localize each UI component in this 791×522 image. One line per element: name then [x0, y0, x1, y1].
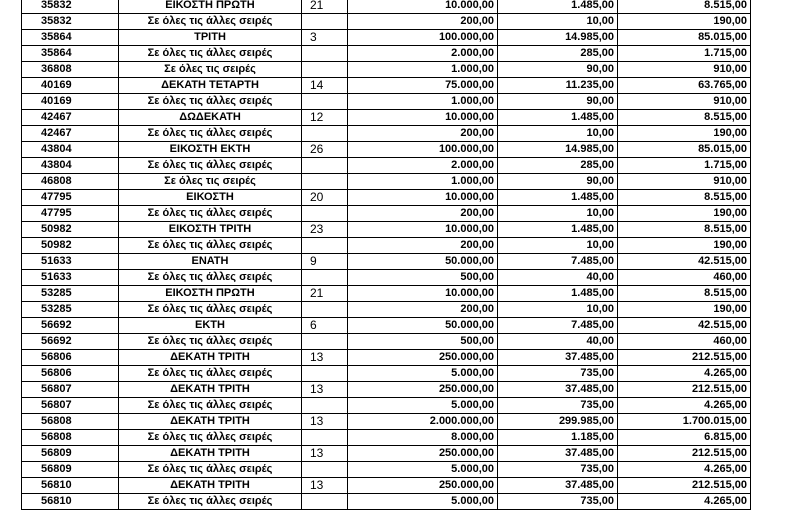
series-number-cell — [302, 494, 348, 510]
draw-description-cell: ΔΕΚΑΤΗ ΤΡΙΤΗ — [119, 414, 302, 430]
net-amount-cell: 8.515,00 — [618, 110, 751, 126]
tax-amount-cell: 14.985,00 — [498, 30, 618, 46]
ticket-code-cell: 56807 — [22, 398, 119, 414]
draw-description-cell: Σε όλες τις άλλες σειρές — [119, 94, 302, 110]
draw-description-cell: Σε όλες τις άλλες σειρές — [119, 462, 302, 478]
gross-amount-cell: 5.000,00 — [348, 398, 498, 414]
tax-amount-cell: 10,00 — [498, 14, 618, 30]
ticket-code-cell: 36808 — [22, 62, 119, 78]
table-row — [22, 350, 751, 366]
net-amount-cell: 42.515,00 — [618, 318, 751, 334]
draw-description-cell: ΔΩΔΕΚΑΤΗ — [119, 110, 302, 126]
ticket-code-cell: 50982 — [22, 222, 119, 238]
draw-description-cell: Σε όλες τις άλλες σειρές — [119, 494, 302, 510]
net-amount-cell: 8.515,00 — [618, 190, 751, 206]
net-amount-cell: 8.515,00 — [618, 0, 751, 14]
series-number-cell — [302, 366, 348, 382]
ticket-code-cell: 56810 — [22, 494, 119, 510]
tax-amount-cell: 40,00 — [498, 270, 618, 286]
tax-amount-cell: 735,00 — [498, 494, 618, 510]
series-number-cell: 9 — [302, 254, 348, 270]
draw-description-cell: ΕΝΑΤΗ — [119, 254, 302, 270]
net-amount-cell: 42.515,00 — [618, 254, 751, 270]
series-number-cell — [302, 398, 348, 414]
ticket-code-cell: 56808 — [22, 414, 119, 430]
draw-description-cell: ΕΙΚΟΣΤΗ — [119, 190, 302, 206]
table-row — [22, 382, 751, 398]
tax-amount-cell: 1.485,00 — [498, 110, 618, 126]
net-amount-cell: 4.265,00 — [618, 462, 751, 478]
tax-amount-cell: 90,00 — [498, 62, 618, 78]
series-number-cell — [302, 206, 348, 222]
tax-amount-cell: 285,00 — [498, 158, 618, 174]
table-row — [22, 62, 751, 78]
gross-amount-cell: 200,00 — [348, 126, 498, 142]
tax-amount-cell: 90,00 — [498, 174, 618, 190]
tax-amount-cell: 735,00 — [498, 366, 618, 382]
tax-amount-cell: 90,00 — [498, 94, 618, 110]
table-row — [22, 206, 751, 222]
ticket-code-cell: 40169 — [22, 78, 119, 94]
gross-amount-cell: 50.000,00 — [348, 254, 498, 270]
gross-amount-cell: 5.000,00 — [348, 462, 498, 478]
gross-amount-cell: 10.000,00 — [348, 286, 498, 302]
gross-amount-cell: 8.000,00 — [348, 430, 498, 446]
net-amount-cell: 190,00 — [618, 302, 751, 318]
tax-amount-cell: 735,00 — [498, 398, 618, 414]
gross-amount-cell: 250.000,00 — [348, 350, 498, 366]
series-number-cell: 13 — [302, 382, 348, 398]
tax-amount-cell: 1.185,00 — [498, 430, 618, 446]
net-amount-cell: 1.715,00 — [618, 158, 751, 174]
tax-amount-cell: 14.985,00 — [498, 142, 618, 158]
series-number-cell — [302, 334, 348, 350]
ticket-code-cell: 35864 — [22, 30, 119, 46]
series-number-cell — [302, 302, 348, 318]
tax-amount-cell: 1.485,00 — [498, 0, 618, 14]
table-row — [22, 190, 751, 206]
series-number-cell: 3 — [302, 30, 348, 46]
gross-amount-cell: 1.000,00 — [348, 62, 498, 78]
gross-amount-cell: 10.000,00 — [348, 0, 498, 14]
tax-amount-cell: 1.485,00 — [498, 190, 618, 206]
gross-amount-cell: 5.000,00 — [348, 366, 498, 382]
net-amount-cell: 212.515,00 — [618, 478, 751, 494]
table-row — [22, 302, 751, 318]
net-amount-cell: 8.515,00 — [618, 286, 751, 302]
series-number-cell: 21 — [302, 0, 348, 14]
net-amount-cell: 85.015,00 — [618, 30, 751, 46]
series-number-cell — [302, 126, 348, 142]
series-number-cell — [302, 62, 348, 78]
series-number-cell — [302, 46, 348, 62]
table-row — [22, 94, 751, 110]
gross-amount-cell: 500,00 — [348, 270, 498, 286]
net-amount-cell: 460,00 — [618, 270, 751, 286]
ticket-code-cell: 56806 — [22, 366, 119, 382]
series-number-cell: 13 — [302, 446, 348, 462]
prize-table-body — [22, 0, 751, 510]
series-number-cell — [302, 14, 348, 30]
table-row — [22, 0, 751, 14]
draw-description-cell: Σε όλες τις σειρές — [119, 174, 302, 190]
tax-amount-cell: 37.485,00 — [498, 478, 618, 494]
draw-description-cell: Σε όλες τις άλλες σειρές — [119, 46, 302, 62]
table-row — [22, 286, 751, 302]
net-amount-cell: 910,00 — [618, 94, 751, 110]
table-row — [22, 478, 751, 494]
net-amount-cell: 6.815,00 — [618, 430, 751, 446]
series-number-cell: 20 — [302, 190, 348, 206]
net-amount-cell: 910,00 — [618, 62, 751, 78]
net-amount-cell: 1.700.015,00 — [618, 414, 751, 430]
table-row — [22, 254, 751, 270]
gross-amount-cell: 2.000,00 — [348, 46, 498, 62]
table-row — [22, 46, 751, 62]
ticket-code-cell: 56809 — [22, 462, 119, 478]
table-row — [22, 270, 751, 286]
table-row — [22, 430, 751, 446]
net-amount-cell: 8.515,00 — [618, 222, 751, 238]
series-number-cell — [302, 270, 348, 286]
series-number-cell: 26 — [302, 142, 348, 158]
draw-description-cell: Σε όλες τις σειρές — [119, 62, 302, 78]
gross-amount-cell: 100.000,00 — [348, 142, 498, 158]
draw-description-cell: ΔΕΚΑΤΗ ΤΡΙΤΗ — [119, 446, 302, 462]
draw-description-cell: Σε όλες τις άλλες σειρές — [119, 366, 302, 382]
draw-description-cell: ΔΕΚΑΤΗ ΤΕΤΑΡΤΗ — [119, 78, 302, 94]
series-number-cell — [302, 238, 348, 254]
gross-amount-cell: 100.000,00 — [348, 30, 498, 46]
gross-amount-cell: 10.000,00 — [348, 110, 498, 126]
net-amount-cell: 212.515,00 — [618, 382, 751, 398]
ticket-code-cell: 35832 — [22, 14, 119, 30]
ticket-code-cell: 56692 — [22, 334, 119, 350]
tax-amount-cell: 7.485,00 — [498, 254, 618, 270]
tax-amount-cell: 37.485,00 — [498, 350, 618, 366]
table-row — [22, 78, 751, 94]
table-row — [22, 462, 751, 478]
series-number-cell: 13 — [302, 414, 348, 430]
ticket-code-cell: 40169 — [22, 94, 119, 110]
gross-amount-cell: 200,00 — [348, 14, 498, 30]
draw-description-cell: ΤΡΙΤΗ — [119, 30, 302, 46]
ticket-code-cell: 47795 — [22, 190, 119, 206]
ticket-code-cell: 43804 — [22, 142, 119, 158]
gross-amount-cell: 10.000,00 — [348, 222, 498, 238]
series-number-cell: 12 — [302, 110, 348, 126]
draw-description-cell: ΕΙΚΟΣΤΗ ΠΡΩΤΗ — [119, 286, 302, 302]
ticket-code-cell: 51633 — [22, 270, 119, 286]
tax-amount-cell: 37.485,00 — [498, 382, 618, 398]
gross-amount-cell: 250.000,00 — [348, 446, 498, 462]
draw-description-cell: Σε όλες τις άλλες σειρές — [119, 206, 302, 222]
net-amount-cell: 190,00 — [618, 126, 751, 142]
ticket-code-cell: 56806 — [22, 350, 119, 366]
net-amount-cell: 212.515,00 — [618, 350, 751, 366]
net-amount-cell: 460,00 — [618, 334, 751, 350]
tax-amount-cell: 10,00 — [498, 302, 618, 318]
tax-amount-cell: 10,00 — [498, 126, 618, 142]
draw-description-cell: ΕΙΚΟΣΤΗ ΤΡΙΤΗ — [119, 222, 302, 238]
gross-amount-cell: 2.000,00 — [348, 158, 498, 174]
series-number-cell: 13 — [302, 478, 348, 494]
net-amount-cell: 4.265,00 — [618, 494, 751, 510]
ticket-code-cell: 35832 — [22, 0, 119, 14]
net-amount-cell: 4.265,00 — [618, 366, 751, 382]
series-number-cell: 13 — [302, 350, 348, 366]
table-row — [22, 158, 751, 174]
net-amount-cell: 1.715,00 — [618, 46, 751, 62]
tax-amount-cell: 40,00 — [498, 334, 618, 350]
draw-description-cell: ΔΕΚΑΤΗ ΤΡΙΤΗ — [119, 478, 302, 494]
draw-description-cell: ΔΕΚΑΤΗ ΤΡΙΤΗ — [119, 350, 302, 366]
gross-amount-cell: 1.000,00 — [348, 94, 498, 110]
net-amount-cell: 190,00 — [618, 206, 751, 222]
table-row — [22, 14, 751, 30]
draw-description-cell: ΕΙΚΟΣΤΗ ΕΚΤΗ — [119, 142, 302, 158]
table-row — [22, 30, 751, 46]
gross-amount-cell: 200,00 — [348, 302, 498, 318]
tax-amount-cell: 735,00 — [498, 462, 618, 478]
ticket-code-cell: 50982 — [22, 238, 119, 254]
ticket-code-cell: 35864 — [22, 46, 119, 62]
ticket-code-cell: 56807 — [22, 382, 119, 398]
prize-table — [21, 0, 751, 510]
series-number-cell — [302, 462, 348, 478]
gross-amount-cell: 2.000.000,00 — [348, 414, 498, 430]
series-number-cell — [302, 94, 348, 110]
series-number-cell — [302, 430, 348, 446]
ticket-code-cell: 56809 — [22, 446, 119, 462]
draw-description-cell: ΕΚΤΗ — [119, 318, 302, 334]
draw-description-cell: Σε όλες τις άλλες σειρές — [119, 302, 302, 318]
tax-amount-cell: 7.485,00 — [498, 318, 618, 334]
table-row — [22, 446, 751, 462]
gross-amount-cell: 250.000,00 — [348, 382, 498, 398]
tax-amount-cell: 1.485,00 — [498, 286, 618, 302]
gross-amount-cell: 50.000,00 — [348, 318, 498, 334]
table-row — [22, 366, 751, 382]
ticket-code-cell: 53285 — [22, 302, 119, 318]
ticket-code-cell: 43804 — [22, 158, 119, 174]
ticket-code-cell: 56810 — [22, 478, 119, 494]
tax-amount-cell: 285,00 — [498, 46, 618, 62]
ticket-code-cell: 42467 — [22, 126, 119, 142]
table-row — [22, 414, 751, 430]
gross-amount-cell: 500,00 — [348, 334, 498, 350]
net-amount-cell: 4.265,00 — [618, 398, 751, 414]
table-row — [22, 126, 751, 142]
gross-amount-cell: 250.000,00 — [348, 478, 498, 494]
table-row — [22, 398, 751, 414]
ticket-code-cell: 42467 — [22, 110, 119, 126]
ticket-code-cell: 51633 — [22, 254, 119, 270]
series-number-cell: 14 — [302, 78, 348, 94]
gross-amount-cell: 200,00 — [348, 206, 498, 222]
table-row — [22, 494, 751, 510]
tax-amount-cell: 10,00 — [498, 238, 618, 254]
draw-description-cell: ΕΙΚΟΣΤΗ ΠΡΩΤΗ — [119, 0, 302, 14]
net-amount-cell: 190,00 — [618, 238, 751, 254]
net-amount-cell: 85.015,00 — [618, 142, 751, 158]
series-number-cell: 21 — [302, 286, 348, 302]
table-row — [22, 142, 751, 158]
series-number-cell — [302, 158, 348, 174]
draw-description-cell: Σε όλες τις άλλες σειρές — [119, 430, 302, 446]
draw-description-cell: Σε όλες τις άλλες σειρές — [119, 14, 302, 30]
table-row — [22, 110, 751, 126]
gross-amount-cell: 75.000,00 — [348, 78, 498, 94]
tax-amount-cell: 1.485,00 — [498, 222, 618, 238]
ticket-code-cell: 53285 — [22, 286, 119, 302]
gross-amount-cell: 200,00 — [348, 238, 498, 254]
net-amount-cell: 190,00 — [618, 14, 751, 30]
series-number-cell: 6 — [302, 318, 348, 334]
net-amount-cell: 212.515,00 — [618, 446, 751, 462]
series-number-cell — [302, 174, 348, 190]
gross-amount-cell: 10.000,00 — [348, 190, 498, 206]
draw-description-cell: Σε όλες τις άλλες σειρές — [119, 334, 302, 350]
table-row — [22, 334, 751, 350]
tax-amount-cell: 11.235,00 — [498, 78, 618, 94]
net-amount-cell: 63.765,00 — [618, 78, 751, 94]
draw-description-cell: Σε όλες τις άλλες σειρές — [119, 158, 302, 174]
draw-description-cell: Σε όλες τις άλλες σειρές — [119, 270, 302, 286]
draw-description-cell: Σε όλες τις άλλες σειρές — [119, 126, 302, 142]
ticket-code-cell: 56692 — [22, 318, 119, 334]
table-row — [22, 318, 751, 334]
gross-amount-cell: 5.000,00 — [348, 494, 498, 510]
ticket-code-cell: 46808 — [22, 174, 119, 190]
table-row — [22, 222, 751, 238]
net-amount-cell: 910,00 — [618, 174, 751, 190]
table-row — [22, 238, 751, 254]
draw-description-cell: Σε όλες τις άλλες σειρές — [119, 398, 302, 414]
draw-description-cell: ΔΕΚΑΤΗ ΤΡΙΤΗ — [119, 382, 302, 398]
draw-description-cell: Σε όλες τις άλλες σειρές — [119, 238, 302, 254]
series-number-cell: 23 — [302, 222, 348, 238]
tax-amount-cell: 37.485,00 — [498, 446, 618, 462]
tax-amount-cell: 299.985,00 — [498, 414, 618, 430]
table-row — [22, 174, 751, 190]
ticket-code-cell: 47795 — [22, 206, 119, 222]
tax-amount-cell: 10,00 — [498, 206, 618, 222]
gross-amount-cell: 1.000,00 — [348, 174, 498, 190]
ticket-code-cell: 56808 — [22, 430, 119, 446]
